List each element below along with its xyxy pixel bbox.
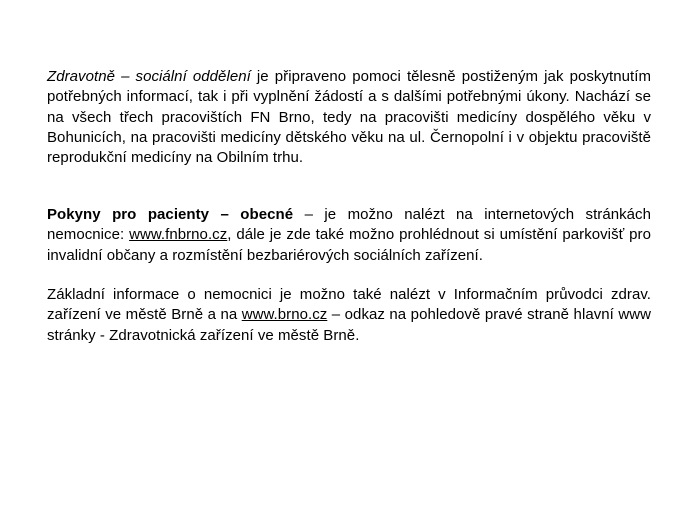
- department-name: Zdravotně – sociální oddělení: [47, 68, 251, 85]
- paragraph-basic-information: [47, 285, 651, 346]
- brno-link[interactable]: www.brno.cz: [241, 306, 328, 324]
- paragraph-text: Základní informace o nemocnici je možno také nalézt v Informačním průvodci zdrav. zařízení ve městě Brně a na: [47, 286, 651, 324]
- paragraph-text: je připraveno pomoci tělesně postiženým jak poskytnutím potřebných informací, tak i při vyplnění žádostí a s dalšími potřebnými úkony. Nachází se na všech třech pracovištích FN Brno, tedy na pracovišti medicíny dospělého věku v Bohunicích, na pracovišti medicíny dětského věku na ul. Černopolní i v objektu pracoviště reprodukční medicíny na Obilním trhu.: [47, 68, 651, 167]
- paragraph-text: – je možno nalézt na internetových stránkách nemocnice:: [47, 206, 652, 244]
- fnbrno-link[interactable]: www.fnbrno.cz: [129, 226, 228, 244]
- paragraph-text: , dále je zde také možno prohlédnout si umístění parkovišť pro invalidní občany a rozmístění bezbariérových sociálních zařízení.: [47, 226, 651, 264]
- paragraph-social-department: [47, 67, 651, 168]
- paragraph-patient-instructions: [47, 205, 651, 266]
- paragraph-text: – odkaz na pohledově pravé straně hlavní www stránky - Zdravotnická zařízení ve městě Brně.: [47, 306, 652, 344]
- instructions-heading: Pokyny pro pacienty – obecné: [47, 206, 294, 223]
